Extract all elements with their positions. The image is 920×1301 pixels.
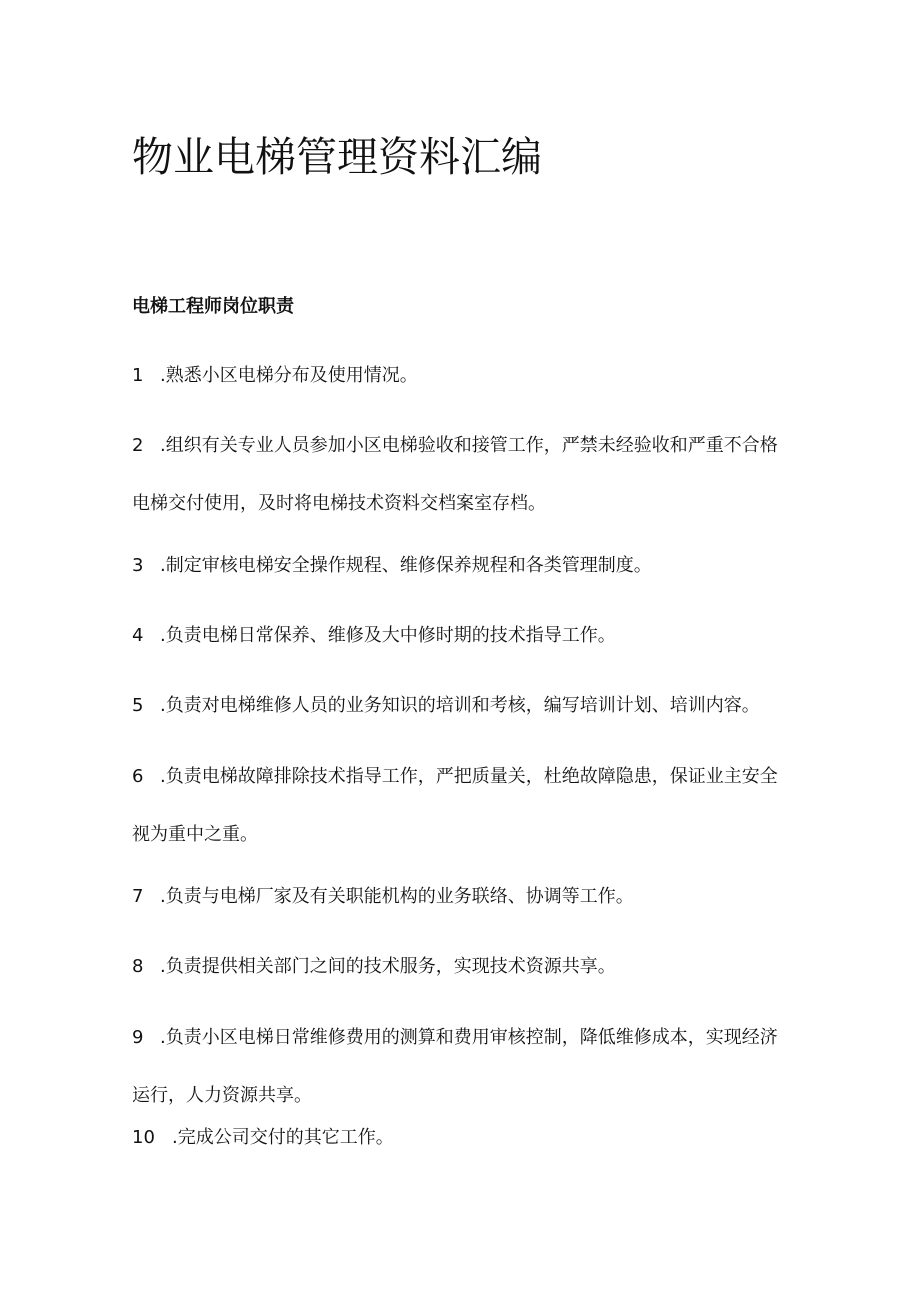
item-text: .熟悉小区电梯分布及使用情况。 bbox=[160, 365, 418, 386]
list-item bbox=[132, 607, 792, 665]
item-number: 2 bbox=[132, 435, 144, 456]
document-title: 物业电梯管理资料汇编 bbox=[132, 133, 542, 181]
item-text: .完成公司交付的其它工作。 bbox=[172, 1127, 394, 1148]
list-item bbox=[132, 938, 792, 996]
item-number: 6 bbox=[132, 766, 144, 787]
item-number: 5 bbox=[132, 695, 144, 716]
item-text: .组织有关专业人员参加小区电梯验收和接管工作，严禁未经验收和严重不合格电梯交付使用，及时将电梯技术资料交档案室存档。 bbox=[132, 435, 778, 514]
section-heading: 电梯工程师岗位职责 bbox=[132, 296, 294, 317]
item-text: .负责电梯日常保养、维修及大中修时期的技术指导工作。 bbox=[160, 625, 616, 646]
item-number: 1 bbox=[132, 365, 144, 386]
item-text: .负责小区电梯日常维修费用的测算和费用审核控制，降低维修成本，实现经济运行，人力资源共享。 bbox=[132, 1027, 778, 1106]
list-item bbox=[132, 417, 792, 533]
list-item bbox=[132, 347, 792, 405]
item-number: 9 bbox=[132, 1027, 144, 1048]
item-number: 10 bbox=[132, 1127, 155, 1148]
item-text: .负责对电梯维修人员的业务知识的培训和考核，编写培训计划、培训内容。 bbox=[160, 695, 760, 716]
list-item bbox=[132, 1009, 792, 1125]
list-item bbox=[132, 868, 792, 926]
item-number: 8 bbox=[132, 956, 144, 977]
item-number: 7 bbox=[132, 886, 144, 907]
item-number: 3 bbox=[132, 555, 144, 576]
list-item bbox=[132, 677, 792, 735]
list-item bbox=[132, 748, 792, 864]
item-text: .负责与电梯厂家及有关职能机构的业务联络、协调等工作。 bbox=[160, 886, 634, 907]
item-text: .制定审核电梯安全操作规程、维修保养规程和各类管理制度。 bbox=[160, 555, 652, 576]
item-text: .负责电梯故障排除技术指导工作，严把质量关，杜绝故障隐患，保证业主安全视为重中之重。 bbox=[132, 766, 778, 845]
list-item bbox=[132, 1109, 792, 1167]
list-item bbox=[132, 537, 792, 595]
item-number: 4 bbox=[132, 625, 144, 646]
item-text: .负责提供相关部门之间的技术服务，实现技术资源共享。 bbox=[160, 956, 616, 977]
